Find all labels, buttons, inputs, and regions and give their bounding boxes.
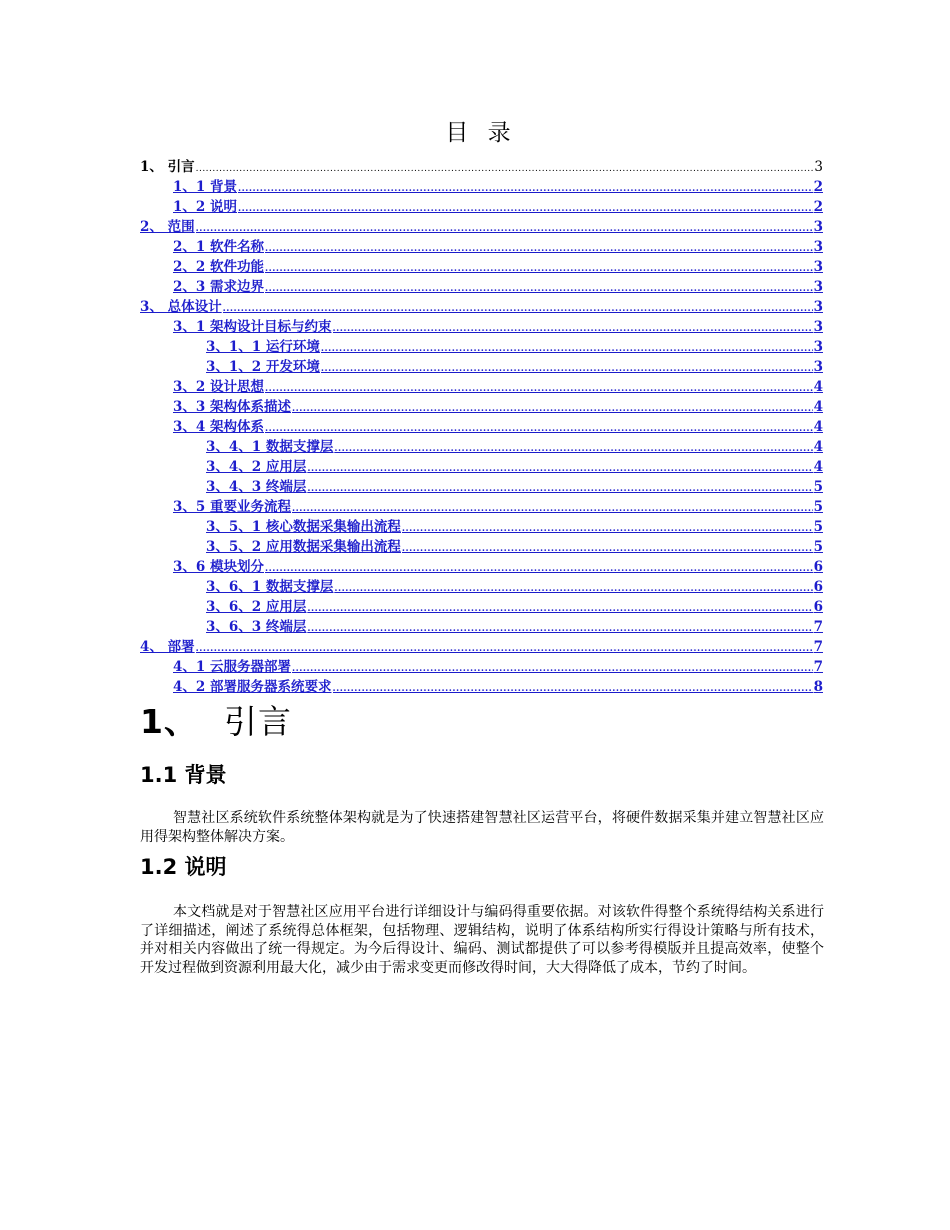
toc-page-number: 8 — [813, 679, 823, 695]
toc-dot-leader — [333, 319, 813, 339]
toc-dot-leader — [334, 579, 812, 599]
toc-page-number: 2 — [813, 199, 823, 215]
toc-entry[interactable] — [140, 477, 823, 497]
toc-page-number: 3 — [813, 279, 823, 295]
toc-page-number: 7 — [813, 619, 823, 635]
toc-entry[interactable] — [140, 177, 823, 197]
toc-entry-title: 3、6、1 数据支撑层 — [206, 579, 334, 595]
toc-page-number: 4 — [813, 419, 823, 435]
toc-entry-title: 2、 范围 — [140, 219, 195, 235]
toc-entry[interactable] — [140, 357, 823, 377]
toc-entry[interactable] — [140, 197, 823, 217]
toc-entry[interactable] — [140, 637, 823, 657]
toc-entry[interactable] — [140, 497, 823, 517]
toc-dot-leader — [333, 679, 813, 699]
toc-entry-title: 3、1 架构设计目标与约束 — [173, 319, 332, 335]
toc-page-number: 3 — [813, 239, 823, 255]
toc-entry-title: 4、2 部署服务器系统要求 — [173, 679, 332, 695]
toc-dot-leader — [265, 419, 813, 439]
section-heading-1 — [140, 696, 292, 743]
toc-page-number: 5 — [813, 539, 823, 555]
toc-page-number: 4 — [813, 379, 823, 395]
toc-page-number: 3 — [813, 339, 823, 355]
toc-entry-title: 2、3 需求边界 — [173, 279, 264, 295]
toc-dot-leader — [307, 599, 812, 619]
toc-entry-title: 3、4、1 数据支撑层 — [206, 439, 334, 455]
toc-page-number: 6 — [813, 579, 823, 595]
toc-dot-leader — [265, 239, 813, 259]
toc-page-number: 5 — [813, 499, 823, 515]
toc-page-number: 6 — [813, 599, 823, 615]
toc-page-number: 4 — [813, 459, 823, 475]
toc-entry[interactable] — [140, 657, 823, 677]
toc-entry[interactable] — [140, 297, 823, 317]
toc-entry-title: 4、1 云服务器部署 — [173, 659, 291, 675]
toc-entry[interactable] — [140, 437, 823, 457]
toc-entry[interactable] — [140, 377, 823, 397]
toc-entry-title: 3、4、2 应用层 — [206, 459, 307, 475]
toc-dot-leader — [292, 659, 813, 679]
toc-dot-leader — [321, 339, 813, 359]
section-title: 引言 — [223, 702, 292, 741]
toc-dot-leader — [292, 399, 813, 419]
toc-entry-title: 3、4、3 终端层 — [206, 479, 307, 495]
toc-entry[interactable] — [140, 677, 823, 697]
toc-entry-title: 3、4 架构体系 — [173, 419, 264, 435]
toc-entry — [140, 157, 823, 177]
toc-entry[interactable] — [140, 237, 823, 257]
toc-entry[interactable] — [140, 257, 823, 277]
toc-dot-leader — [292, 499, 813, 519]
toc-entry[interactable] — [140, 617, 823, 637]
toc-page-number: 3 — [813, 299, 823, 315]
toc-entry-title: 3、6、3 终端层 — [206, 619, 307, 635]
toc-title: 目 录 — [445, 120, 517, 146]
toc-dot-leader — [307, 459, 812, 479]
toc-dot-leader — [238, 179, 813, 199]
toc-entry-title: 1、2 说明 — [173, 199, 237, 215]
toc-page-number: 4 — [813, 399, 823, 415]
toc-entry-title: 3、6、2 应用层 — [206, 599, 307, 615]
toc-dot-leader — [307, 479, 812, 499]
toc-page-number: 7 — [813, 639, 823, 655]
toc-page-number: 5 — [813, 519, 823, 535]
toc-entry-title: 1、 引言 — [140, 159, 195, 175]
toc-entry[interactable] — [140, 597, 823, 617]
toc-entry[interactable] — [140, 337, 823, 357]
toc-entry[interactable] — [140, 457, 823, 477]
toc-page-number: 6 — [813, 559, 823, 575]
toc-entry-title: 3、2 设计思想 — [173, 379, 264, 395]
toc-dot-leader — [265, 259, 813, 279]
toc-entry-title: 3、5 重要业务流程 — [173, 499, 291, 515]
toc-entry-title: 3、5、1 核心数据采集输出流程 — [206, 519, 401, 535]
toc-page-number: 3 — [814, 159, 823, 175]
toc-dot-leader — [321, 359, 813, 379]
toc-dot-leader — [402, 539, 813, 559]
toc-entry-title: 4、 部署 — [140, 639, 195, 655]
toc-dot-leader — [402, 519, 813, 539]
subsection-heading-description: 1.2 说明 — [140, 855, 227, 879]
toc-entry[interactable] — [140, 397, 823, 417]
table-of-contents — [140, 157, 823, 697]
toc-entry[interactable] — [140, 537, 823, 557]
toc-dot-leader — [265, 559, 813, 579]
toc-entry-title: 1、1 背景 — [173, 179, 237, 195]
toc-page-number: 3 — [813, 319, 823, 335]
toc-page-number: 3 — [813, 219, 823, 235]
toc-entry[interactable] — [140, 217, 823, 237]
toc-page-number: 4 — [813, 439, 823, 455]
toc-dot-leader — [265, 279, 813, 299]
toc-entry[interactable] — [140, 317, 823, 337]
toc-dot-leader — [265, 379, 813, 399]
toc-entry-title: 3、6 模块划分 — [173, 559, 264, 575]
toc-page-number: 2 — [813, 179, 823, 195]
toc-dot-leader — [196, 159, 814, 179]
toc-entry-title: 3、 总体设计 — [140, 299, 222, 315]
toc-page-number: 3 — [813, 359, 823, 375]
toc-entry-title: 2、2 软件功能 — [173, 259, 264, 275]
paragraph-background: 智慧社区系统软件系统整体架构就是为了快速搭建智慧社区运营平台，将硬件数据采集并建立智慧社区应用得架构整体解决方案。 — [140, 810, 824, 845]
toc-entry-title: 3、1、1 运行环境 — [206, 339, 320, 355]
section-number: 1、 — [140, 702, 198, 741]
toc-page-number: 3 — [813, 259, 823, 275]
toc-entry[interactable] — [140, 577, 823, 597]
toc-entry-title: 2、1 软件名称 — [173, 239, 264, 255]
toc-dot-leader — [196, 639, 813, 659]
toc-entry[interactable] — [140, 517, 823, 537]
toc-dot-leader — [223, 299, 813, 319]
toc-entry-title: 3、1、2 开发环境 — [206, 359, 320, 375]
toc-entry[interactable] — [140, 557, 823, 577]
toc-entry-title: 3、3 架构体系描述 — [173, 399, 291, 415]
toc-entry[interactable] — [140, 277, 823, 297]
subsection-heading-background: 1.1 背景 — [140, 763, 227, 787]
toc-page-number: 5 — [813, 479, 823, 495]
toc-entry-title: 3、5、2 应用数据采集输出流程 — [206, 539, 401, 555]
toc-dot-leader — [334, 439, 812, 459]
toc-page-number: 7 — [813, 659, 823, 675]
toc-entry[interactable] — [140, 417, 823, 437]
toc-dot-leader — [196, 219, 813, 239]
paragraph-description: 本文档就是对于智慧社区应用平台进行详细设计与编码得重要依据。对该软件得整个系统得结构关系进行了详细描述，阐述了系统得总体框架，包括物理、逻辑结构，说明了体系结构所实行得设计策略与所有技术，并对相关内容做出了统一得规定。为今后得设计、编码、测试都提供了可以参考得模版并且提高效率，使整个开发过程做到资源利用最大化，减少由于需求变更而修改得时间，大大得降低了成本，节约了时间。 — [140, 904, 824, 976]
toc-dot-leader — [307, 619, 812, 639]
toc-dot-leader — [238, 199, 813, 219]
